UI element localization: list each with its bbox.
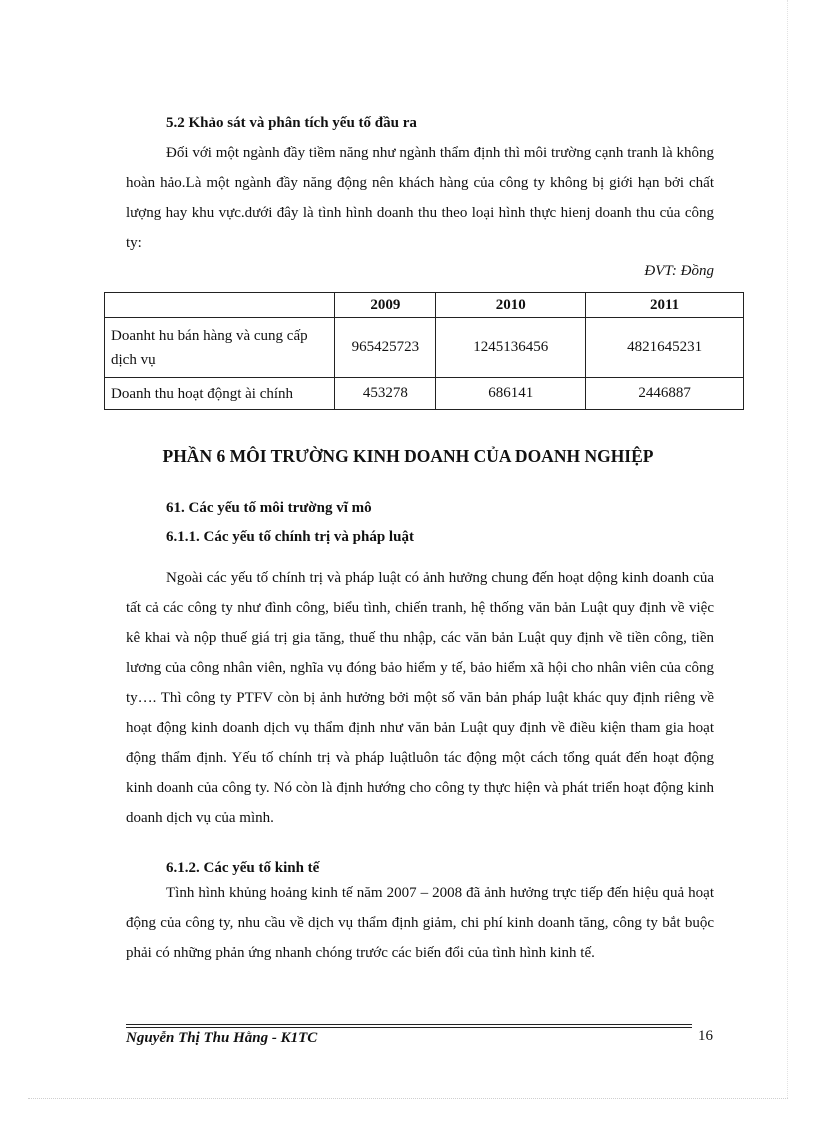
section-5-2-paragraph: Đối với một ngành đầy tiềm năng như ngành thẩm định thì môi trường cạnh tranh là không hoàn hảo.Là một ngành đầy năng động nên khách hàng của công ty không bị giới hạn bởi chất lượng hay khu vực.dưới đây là tình hình doanh thu theo loại hình thực hienj doanh thu của công ty:	[126, 145, 714, 251]
paragraph-612: Tình hình khủng hoảng kinh tế năm 2007 – 2008 đã ảnh hưởng trực tiếp đến hiệu quả hoạt động của công ty, nhu cầu về dịch vụ thẩm định giảm, chi phí kinh doanh tăng, công ty bắt buộc phải có những phản ứng nhanh chóng trước các biến đổi của tình hình kinh tế.	[126, 885, 714, 961]
table-header-cell: 2009	[335, 293, 436, 318]
table-header-row	[105, 293, 744, 318]
table-header-cell	[105, 293, 335, 318]
table-cell: 2446887	[586, 378, 744, 410]
heading-612: 6.1.2. Các yếu tố kinh tế	[166, 860, 320, 876]
revenue-table	[104, 292, 744, 410]
table-row	[105, 318, 744, 378]
paragraph-611: Ngoài các yếu tố chính trị và pháp luật có ảnh hưởng chung đến hoạt dộng kinh doanh của tất cả các công ty như đình công, biểu tình, chiến tranh, hệ thống văn bản Luật quy định về việc kê khai và nộp thuế giá trị gia tăng, thuế thu nhập, các văn bản Luật quy định về tiền công, tiền lương của công nhân viên, nghĩa vụ đóng bảo hiểm y tế, bảo hiểm xã hội cho nhân viên của công ty…. Thì công ty PTFV còn bị ảnh hưởng bởi một số văn bản pháp luật khác quy định riêng về hoạt động kinh doanh dịch vụ thẩm định như văn bản Luật quy định về điều kiện tham gia hoạt động thẩm định. Yếu tố chính trị và pháp luậtluôn tác động một cách tổng quát đến hoạt động kinh doanh của công ty. Nó còn là định hướng cho công ty thực hiện và phát triển hoạt động kinh doanh dịch vụ của mình.	[126, 570, 714, 826]
footer-rule	[126, 1024, 692, 1028]
table-cell: 453278	[335, 378, 436, 410]
table-cell: 965425723	[335, 318, 436, 378]
heading-61: 61. Các yếu tố môi trường vĩ mô	[166, 500, 372, 516]
table-row	[105, 378, 744, 410]
row-label: Doanh thu hoạt độngt ài chính	[105, 378, 335, 410]
table-header-cell: 2011	[586, 293, 744, 318]
page-edge-dots-vertical	[787, 0, 788, 1098]
section-5-2-title: 5.2 Khảo sát và phân tích yếu tố đầu ra	[166, 115, 417, 131]
table-cell: 1245136456	[436, 318, 586, 378]
heading-611: 6.1.1. Các yếu tố chính trị và pháp luật	[166, 529, 414, 545]
table-header-cell: 2010	[436, 293, 586, 318]
part-6-title: PHẦN 6 MÔI TRƯỜNG KINH DOANH CỦA DOANH NGHIỆP	[162, 446, 654, 466]
page-edge-dots	[28, 1098, 788, 1099]
page-number: 16	[698, 1028, 713, 1044]
table-cell: 4821645231	[586, 318, 744, 378]
unit-note: ĐVT: Đồng	[644, 263, 714, 279]
footer-author: Nguyễn Thị Thu Hằng - K1TC	[126, 1030, 318, 1046]
table-cell: 686141	[436, 378, 586, 410]
row-label: Doanht hu bán hàng và cung cấp dịch vụ	[105, 318, 335, 378]
